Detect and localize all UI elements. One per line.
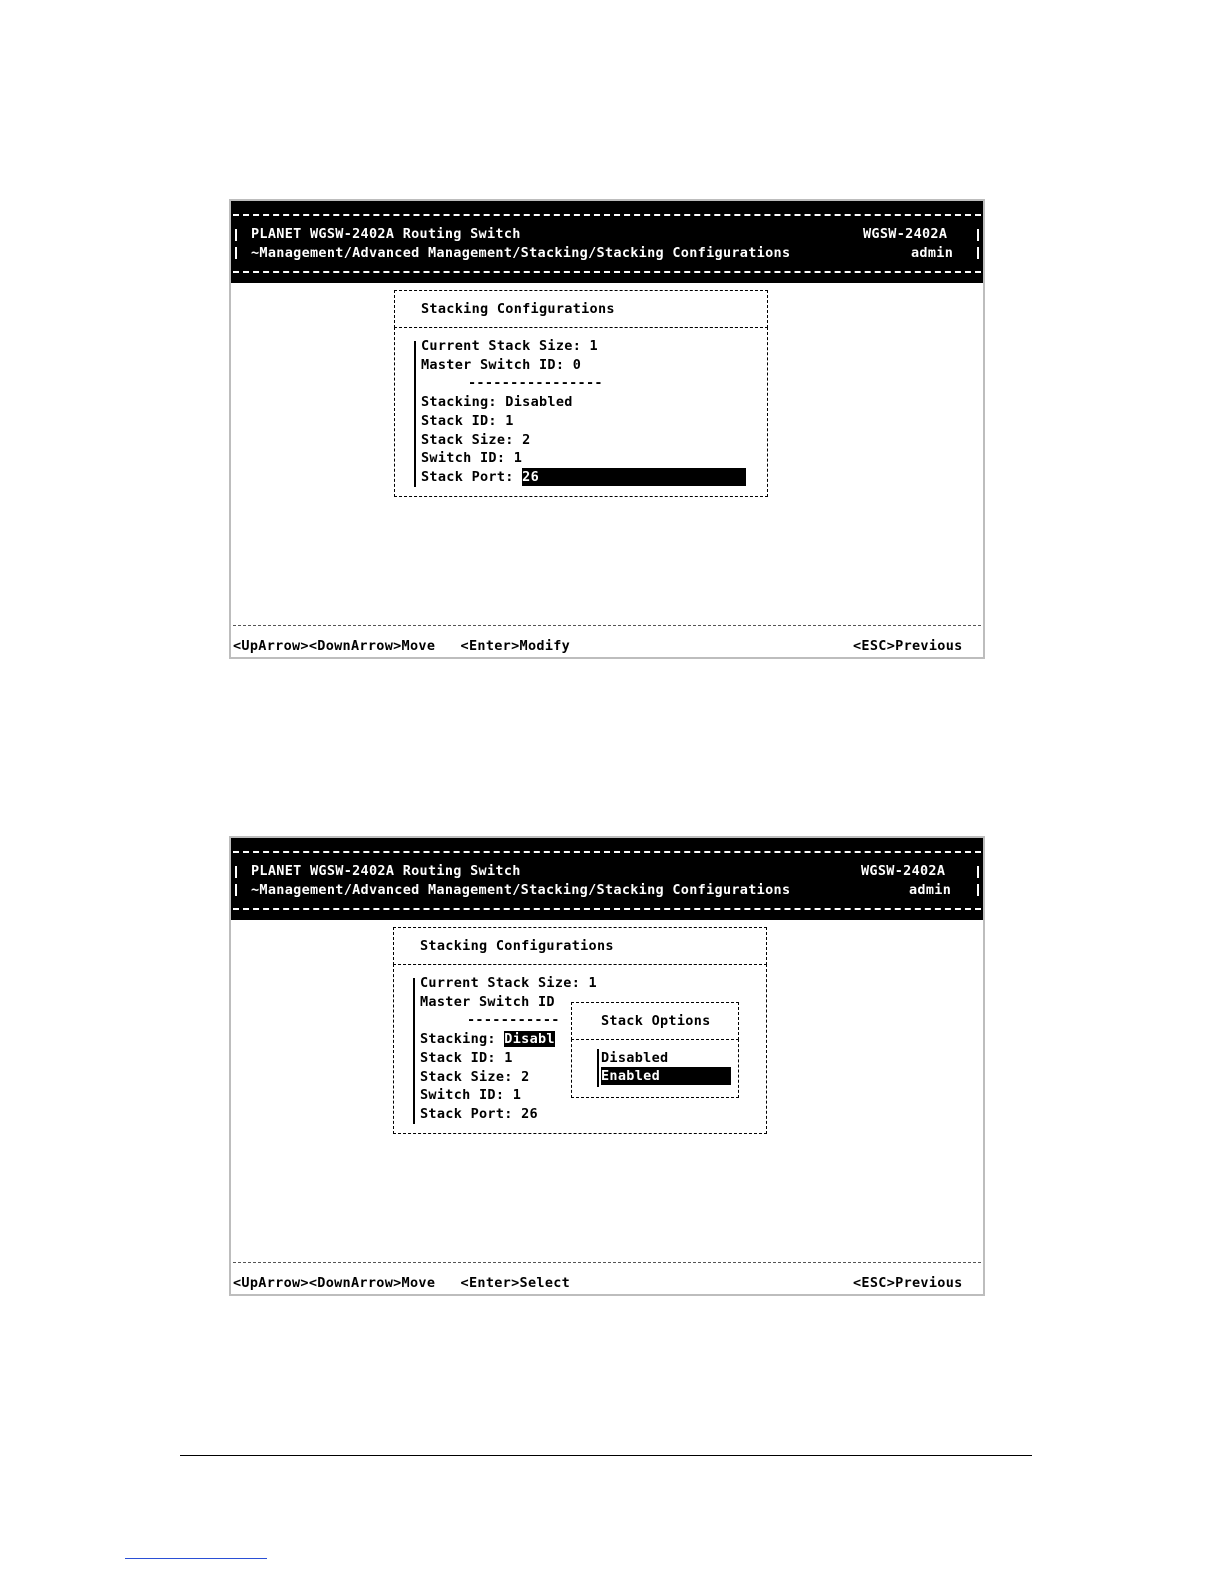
stacking-label: Stacking:	[420, 1031, 505, 1047]
stacking-field[interactable]	[420, 1030, 555, 1048]
stack-port-field[interactable]	[421, 468, 746, 486]
header-border-top	[233, 851, 981, 853]
panel-title: Stacking Configurations	[420, 938, 614, 954]
current-stack-size: Current Stack Size: 1	[420, 975, 597, 991]
master-switch-id: Master Switch ID	[420, 994, 555, 1010]
device-model: WGSW-2402A	[863, 226, 948, 242]
stack-id-field[interactable]: Stack ID: 1	[421, 413, 514, 429]
field-column-border	[414, 341, 416, 487]
app-title: PLANET WGSW-2402A Routing Switch	[251, 863, 521, 879]
header-border-right	[977, 247, 979, 259]
breadcrumb: ~Management/Advanced Management/Stacking/Stacking Configurations	[251, 245, 791, 261]
device-model: WGSW-2402A	[861, 863, 946, 879]
popup-title: Stack Options	[601, 1013, 711, 1029]
header-border-left	[235, 229, 237, 241]
footer-keys: <UpArrow><DownArrow>Move <Enter>Select	[233, 1275, 571, 1291]
user-name: admin	[911, 245, 954, 261]
stacking-field[interactable]	[421, 393, 573, 411]
app-title: PLANET WGSW-2402A Routing Switch	[251, 226, 521, 242]
popup-list-border	[597, 1049, 599, 1087]
field-separator: ----------------	[468, 375, 603, 391]
header-border-left	[235, 247, 237, 259]
option-enabled[interactable]: Enabled	[601, 1067, 731, 1085]
option-disabled[interactable]: Disabled	[601, 1050, 669, 1066]
field-column-border	[413, 978, 415, 1124]
page-footer-rule	[180, 1455, 1032, 1456]
panel-title: Stacking Configurations	[421, 301, 615, 317]
switch-id-field[interactable]: Switch ID: 1	[421, 450, 523, 466]
footer-esc: <ESC>Previous	[853, 1275, 963, 1291]
footer-esc: <ESC>Previous	[853, 638, 963, 654]
header-border-right	[977, 229, 979, 241]
terminal-header	[231, 201, 983, 283]
stacking-value: Disabled	[505, 394, 573, 410]
footer-keys: <UpArrow><DownArrow>Move <Enter>Modify	[233, 638, 571, 654]
header-border-top	[233, 214, 981, 216]
user-name: admin	[909, 882, 952, 898]
terminal-screen-stacking-config	[229, 199, 985, 659]
terminal-header	[231, 838, 983, 920]
header-border-right	[977, 884, 979, 896]
stack-port-value[interactable]: 26	[522, 468, 746, 486]
stack-size-field[interactable]: Stack Size: 2	[420, 1069, 530, 1085]
page-footnote-link[interactable]	[125, 1558, 267, 1559]
footer-divider	[233, 625, 981, 626]
stack-size-field[interactable]: Stack Size: 2	[421, 432, 531, 448]
terminal-screen-stack-options	[229, 836, 985, 1296]
stack-options-popup	[571, 1002, 739, 1098]
stacking-value[interactable]: Disabl	[504, 1031, 555, 1047]
switch-id-field[interactable]: Switch ID: 1	[420, 1087, 522, 1103]
footer-divider	[233, 1262, 981, 1263]
header-border-bottom	[233, 271, 981, 273]
stack-id-field[interactable]: Stack ID: 1	[420, 1050, 513, 1066]
stack-port-field[interactable]: Stack Port: 26	[420, 1106, 538, 1122]
stack-port-label: Stack Port:	[421, 469, 523, 485]
header-border-left	[235, 866, 237, 878]
master-switch-id: Master Switch ID: 0	[421, 357, 582, 373]
breadcrumb: ~Management/Advanced Management/Stacking/Stacking Configurations	[251, 882, 791, 898]
header-border-bottom	[233, 908, 981, 910]
current-stack-size: Current Stack Size: 1	[421, 338, 598, 354]
field-separator: -----------	[467, 1012, 560, 1028]
stacking-label: Stacking:	[421, 394, 506, 410]
header-border-right	[977, 866, 979, 878]
header-border-left	[235, 884, 237, 896]
